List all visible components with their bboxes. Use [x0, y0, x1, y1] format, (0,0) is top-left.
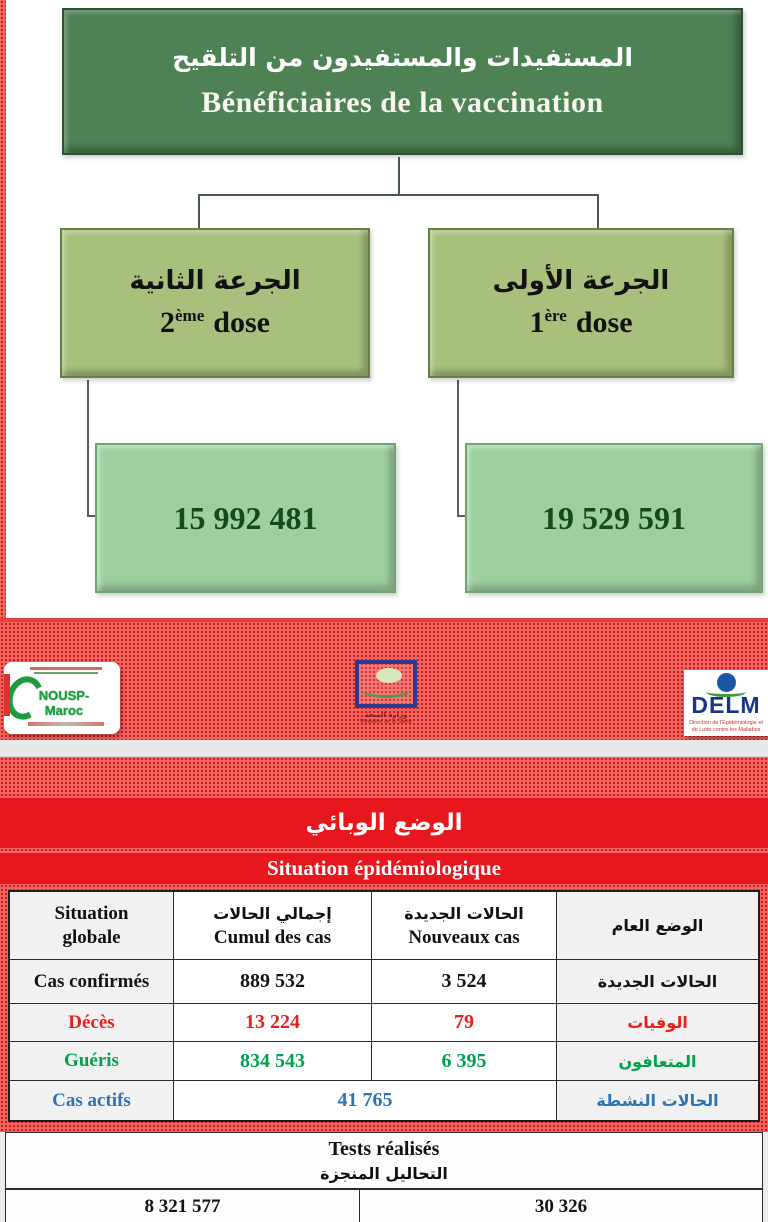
row-deaths-label: Décès [10, 1004, 174, 1042]
header-cumul-des-cas: إجمالي الحالات Cumul des cas [174, 892, 372, 960]
dose2-label-arabic: الجرعة الثانية [129, 266, 301, 296]
tests-box [5, 1132, 763, 1222]
row-confirmed-label-ar: الحالات الجديدة [557, 960, 758, 1004]
dose2-value-box: 15 992 481 [95, 443, 396, 593]
ministry-logo-ellipse [376, 668, 402, 683]
connector-drop-right [597, 196, 599, 228]
row-recovered-label-ar: المتعافون [557, 1042, 758, 1081]
vaccination-title-box [62, 8, 743, 155]
row-deaths-label-ar: الوفيات [557, 1004, 758, 1042]
epidemio-title-french: Situation épidémiologique [0, 853, 768, 884]
nousp-top-text-line2 [34, 672, 98, 674]
left-border-stripe [0, 0, 6, 618]
connector-stem [398, 157, 400, 195]
delm-logo [684, 670, 768, 736]
row-recovered-new: 6 395 [372, 1042, 557, 1081]
ministry-logo-frame [355, 660, 417, 708]
ministry-logo-swoosh [361, 682, 411, 698]
dose2-label-french: 2ème dose [160, 306, 270, 339]
dose2-box [60, 228, 370, 378]
row-recovered-label: Guéris [10, 1042, 174, 1081]
nousp-maroc-logo [4, 662, 120, 734]
ministry-caption-arabic: وزارة الصحة [364, 711, 408, 719]
header-nouveaux-cas: الحالات الجديدة Nouveaux cas [372, 892, 557, 960]
dose1-label-french: 1ère dose [529, 306, 633, 339]
dose1-box [428, 228, 734, 378]
vaccination-title-arabic: المستفيدات والمستفيدون من التلقيح [172, 43, 633, 72]
row-confirmed-label: Cas confirmés [10, 960, 174, 1004]
row-confirmed-new: 3 524 [372, 960, 557, 1004]
connector-drop-left [198, 196, 200, 228]
dotted-strip [0, 757, 768, 798]
dose1-label-arabic: الجرعة الأولى [492, 266, 670, 296]
connector-elbow-left [87, 380, 89, 517]
tests-header [6, 1133, 762, 1190]
nousp-bottom-text-line [28, 722, 104, 726]
dose1-value-box: 19 529 591 [465, 443, 763, 593]
nousp-logo-text: NOUSP-Maroc [38, 688, 90, 718]
ministry-of-health-logo [350, 660, 422, 726]
ministry-caption-french: Ministère de la Santé [360, 719, 412, 725]
epidemio-table-zone [0, 884, 768, 1132]
epidemio-title-arabic: الوضع الوبائي [0, 798, 768, 848]
row-active-label-ar: الحالات النشطة [557, 1081, 758, 1120]
divider-strip [0, 740, 768, 757]
row-deaths-cumul: 13 224 [174, 1004, 372, 1042]
row-deaths-new: 79 [372, 1004, 557, 1042]
tests-title-arabic: التحاليل المنجزة [320, 1163, 448, 1183]
tests-title-french: Tests réalisés [328, 1137, 440, 1160]
epidemio-table [8, 890, 760, 1122]
logo-band [0, 618, 768, 740]
row-confirmed-cumul: 889 532 [174, 960, 372, 1004]
delm-caption: Direction de l'Epidémiologie et de Lutte contre les Maladies [689, 720, 763, 733]
connector-elbow-right [457, 380, 459, 517]
vaccination-title-french: Bénéficiaires de la vaccination [201, 86, 604, 119]
delm-logo-text: DELM [691, 692, 761, 718]
row-recovered-cumul: 834 543 [174, 1042, 372, 1081]
row-active-label: Cas actifs [10, 1081, 174, 1120]
tests-cumul-value: 8 321 577 [144, 1195, 221, 1217]
tests-values-row [6, 1190, 762, 1222]
tests-new-value: 30 326 [359, 1190, 762, 1222]
connector-horizontal [198, 194, 599, 196]
nousp-top-text-line [30, 667, 102, 670]
nousp-red-bar [4, 674, 10, 716]
header-situation-generale-ar: الوضع العام [557, 892, 758, 960]
row-active-value: 41 765 [174, 1081, 557, 1120]
header-situation-globale: Situation globale [10, 892, 174, 960]
